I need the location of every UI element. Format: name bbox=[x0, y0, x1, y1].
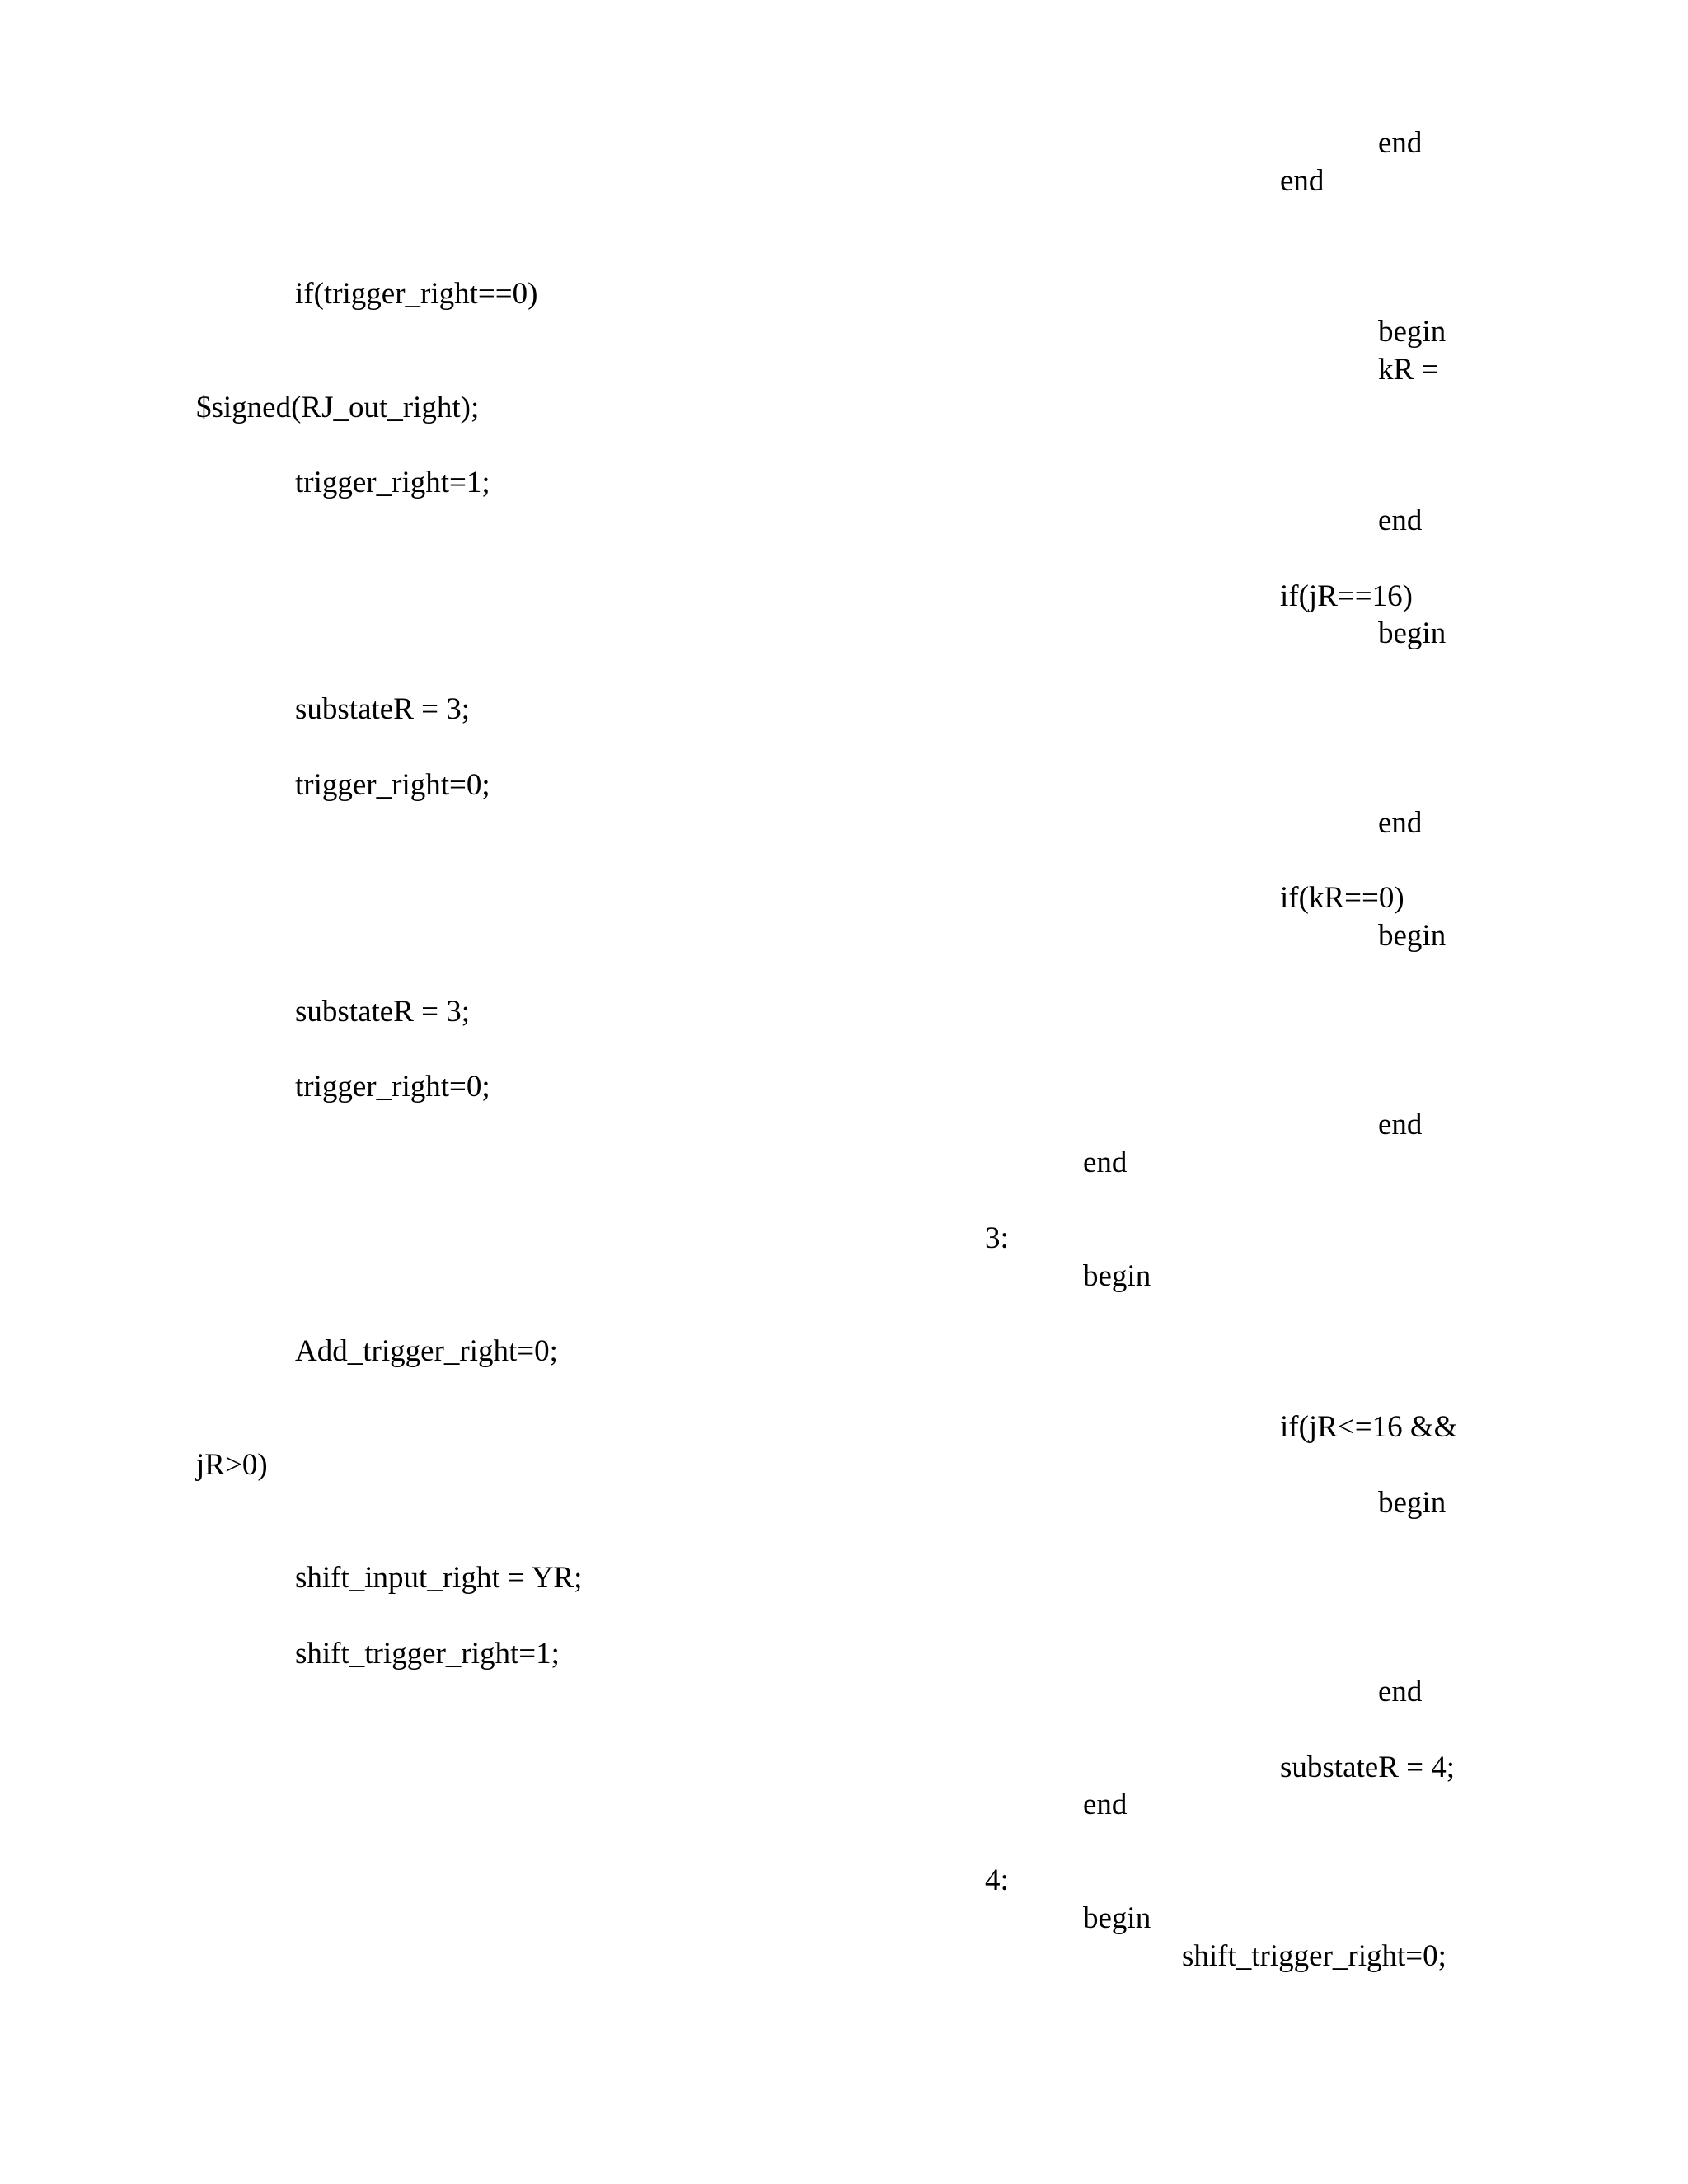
code-line: if(jR<=16 && bbox=[1280, 1410, 1458, 1444]
code-line: shift_trigger_right=1; bbox=[295, 1637, 560, 1671]
code-line: end bbox=[1378, 1675, 1423, 1708]
code-line: shift_trigger_right=0; bbox=[1182, 1939, 1447, 1973]
code-line: begin bbox=[1083, 1259, 1151, 1293]
code-line: end bbox=[1378, 806, 1423, 840]
code-line: end bbox=[1083, 1146, 1128, 1179]
code-line: 3: bbox=[985, 1221, 1009, 1255]
code-line: if(jR==16) bbox=[1280, 579, 1413, 613]
code-line: end bbox=[1280, 164, 1325, 198]
code-line: begin bbox=[1378, 919, 1447, 953]
code-line: trigger_right=0; bbox=[295, 768, 490, 802]
code-line: end bbox=[1378, 504, 1423, 537]
code-line: if(kR==0) bbox=[1280, 881, 1404, 915]
code-line: end bbox=[1378, 126, 1423, 160]
code-line: end bbox=[1378, 1108, 1423, 1141]
code-line: jR>0) bbox=[196, 1448, 268, 1482]
code-line: 4: bbox=[985, 1863, 1009, 1897]
code-line: end bbox=[1083, 1788, 1128, 1821]
code-line: kR = bbox=[1378, 353, 1439, 387]
code-line: trigger_right=0; bbox=[295, 1070, 490, 1104]
code-line: substateR = 3; bbox=[295, 692, 471, 726]
code-line: begin bbox=[1083, 1901, 1151, 1935]
code-line: Add_trigger_right=0; bbox=[295, 1334, 558, 1368]
code-line: substateR = 4; bbox=[1280, 1750, 1456, 1784]
code-line: if(trigger_right==0) bbox=[295, 277, 538, 311]
code-line: trigger_right=1; bbox=[295, 466, 490, 499]
code-line: substateR = 3; bbox=[295, 995, 471, 1029]
code-line: shift_input_right = YR; bbox=[295, 1561, 583, 1595]
code-line: begin bbox=[1378, 616, 1447, 650]
code-line: $signed(RJ_out_right); bbox=[196, 391, 480, 424]
code-line: begin bbox=[1378, 1486, 1447, 1520]
code-line: begin bbox=[1378, 315, 1447, 349]
